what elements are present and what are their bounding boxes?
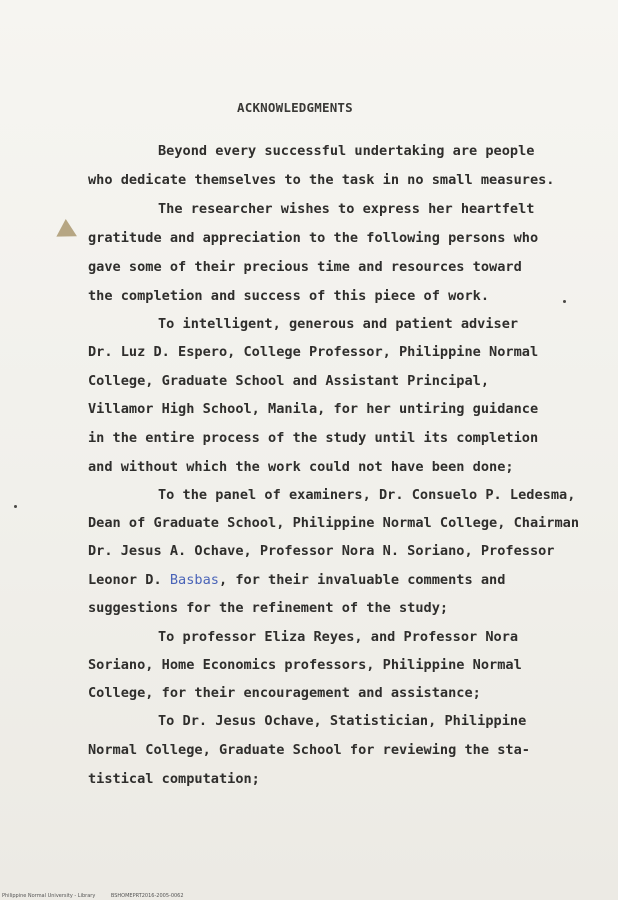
body-line: Dean of Graduate School, Philippine Normal College, Chairman xyxy=(88,515,580,531)
body-line: gratitude and appreciation to the following persons who xyxy=(88,230,539,246)
body-line: To Dr. Jesus Ochave, Statistician, Philippine xyxy=(158,713,527,729)
body-line: To intelligent, generous and patient adviser xyxy=(158,316,519,332)
body-line: College, Graduate School and Assistant Principal, xyxy=(88,373,490,389)
body-line: Villamor High School, Manila, for her untiring guidance xyxy=(88,401,539,417)
line-tail: , for their invaluable comments and xyxy=(218,572,506,588)
body-line: Normal College, Graduate School for reviewing the sta- xyxy=(88,742,530,758)
body-line: Beyond every successful undertaking are people xyxy=(158,143,535,159)
ink-dot xyxy=(14,505,17,508)
body-line-with-stamp xyxy=(88,572,505,588)
body-line: To professor Eliza Reyes, and Professor Nora xyxy=(158,629,519,645)
page-title: ACKNOWLEDGMENTS xyxy=(237,100,353,115)
body-line: suggestions for the refinement of the study; xyxy=(88,600,449,616)
body-line: The researcher wishes to express her heartfelt xyxy=(158,201,535,217)
scan-footer xyxy=(2,893,198,899)
footer-code: BSHOMEPRT2016-2005-0062 xyxy=(110,893,184,899)
body-line: To the panel of examiners, Dr. Consuelo P. Ledesma, xyxy=(158,487,576,503)
body-line: Dr. Jesus A. Ochave, Professor Nora N. Soriano, Professor xyxy=(88,543,555,559)
body-line: Dr. Luz D. Espero, College Professor, Philippine Normal xyxy=(88,344,539,360)
body-line: College, for their encouragement and assistance; xyxy=(88,685,481,701)
line-head: Leonor D. xyxy=(88,572,170,588)
body-line: Soriano, Home Economics professors, Philippine Normal xyxy=(88,657,522,673)
body-line: gave some of their precious time and resources toward xyxy=(88,259,522,275)
footer-institution: Philippine Normal University - Library xyxy=(2,893,96,899)
body-line: tistical computation; xyxy=(88,771,260,787)
stamped-name: Basbas xyxy=(169,572,219,588)
body-line: who dedicate themselves to the task in no small measures. xyxy=(88,172,555,188)
body-line: the completion and success of this piece of work. xyxy=(88,288,490,304)
body-line: and without which the work could not have been done; xyxy=(88,459,514,475)
body-line: in the entire process of the study until its completion xyxy=(88,430,539,446)
ink-dot xyxy=(563,300,566,303)
page-corner-mark xyxy=(56,219,81,245)
